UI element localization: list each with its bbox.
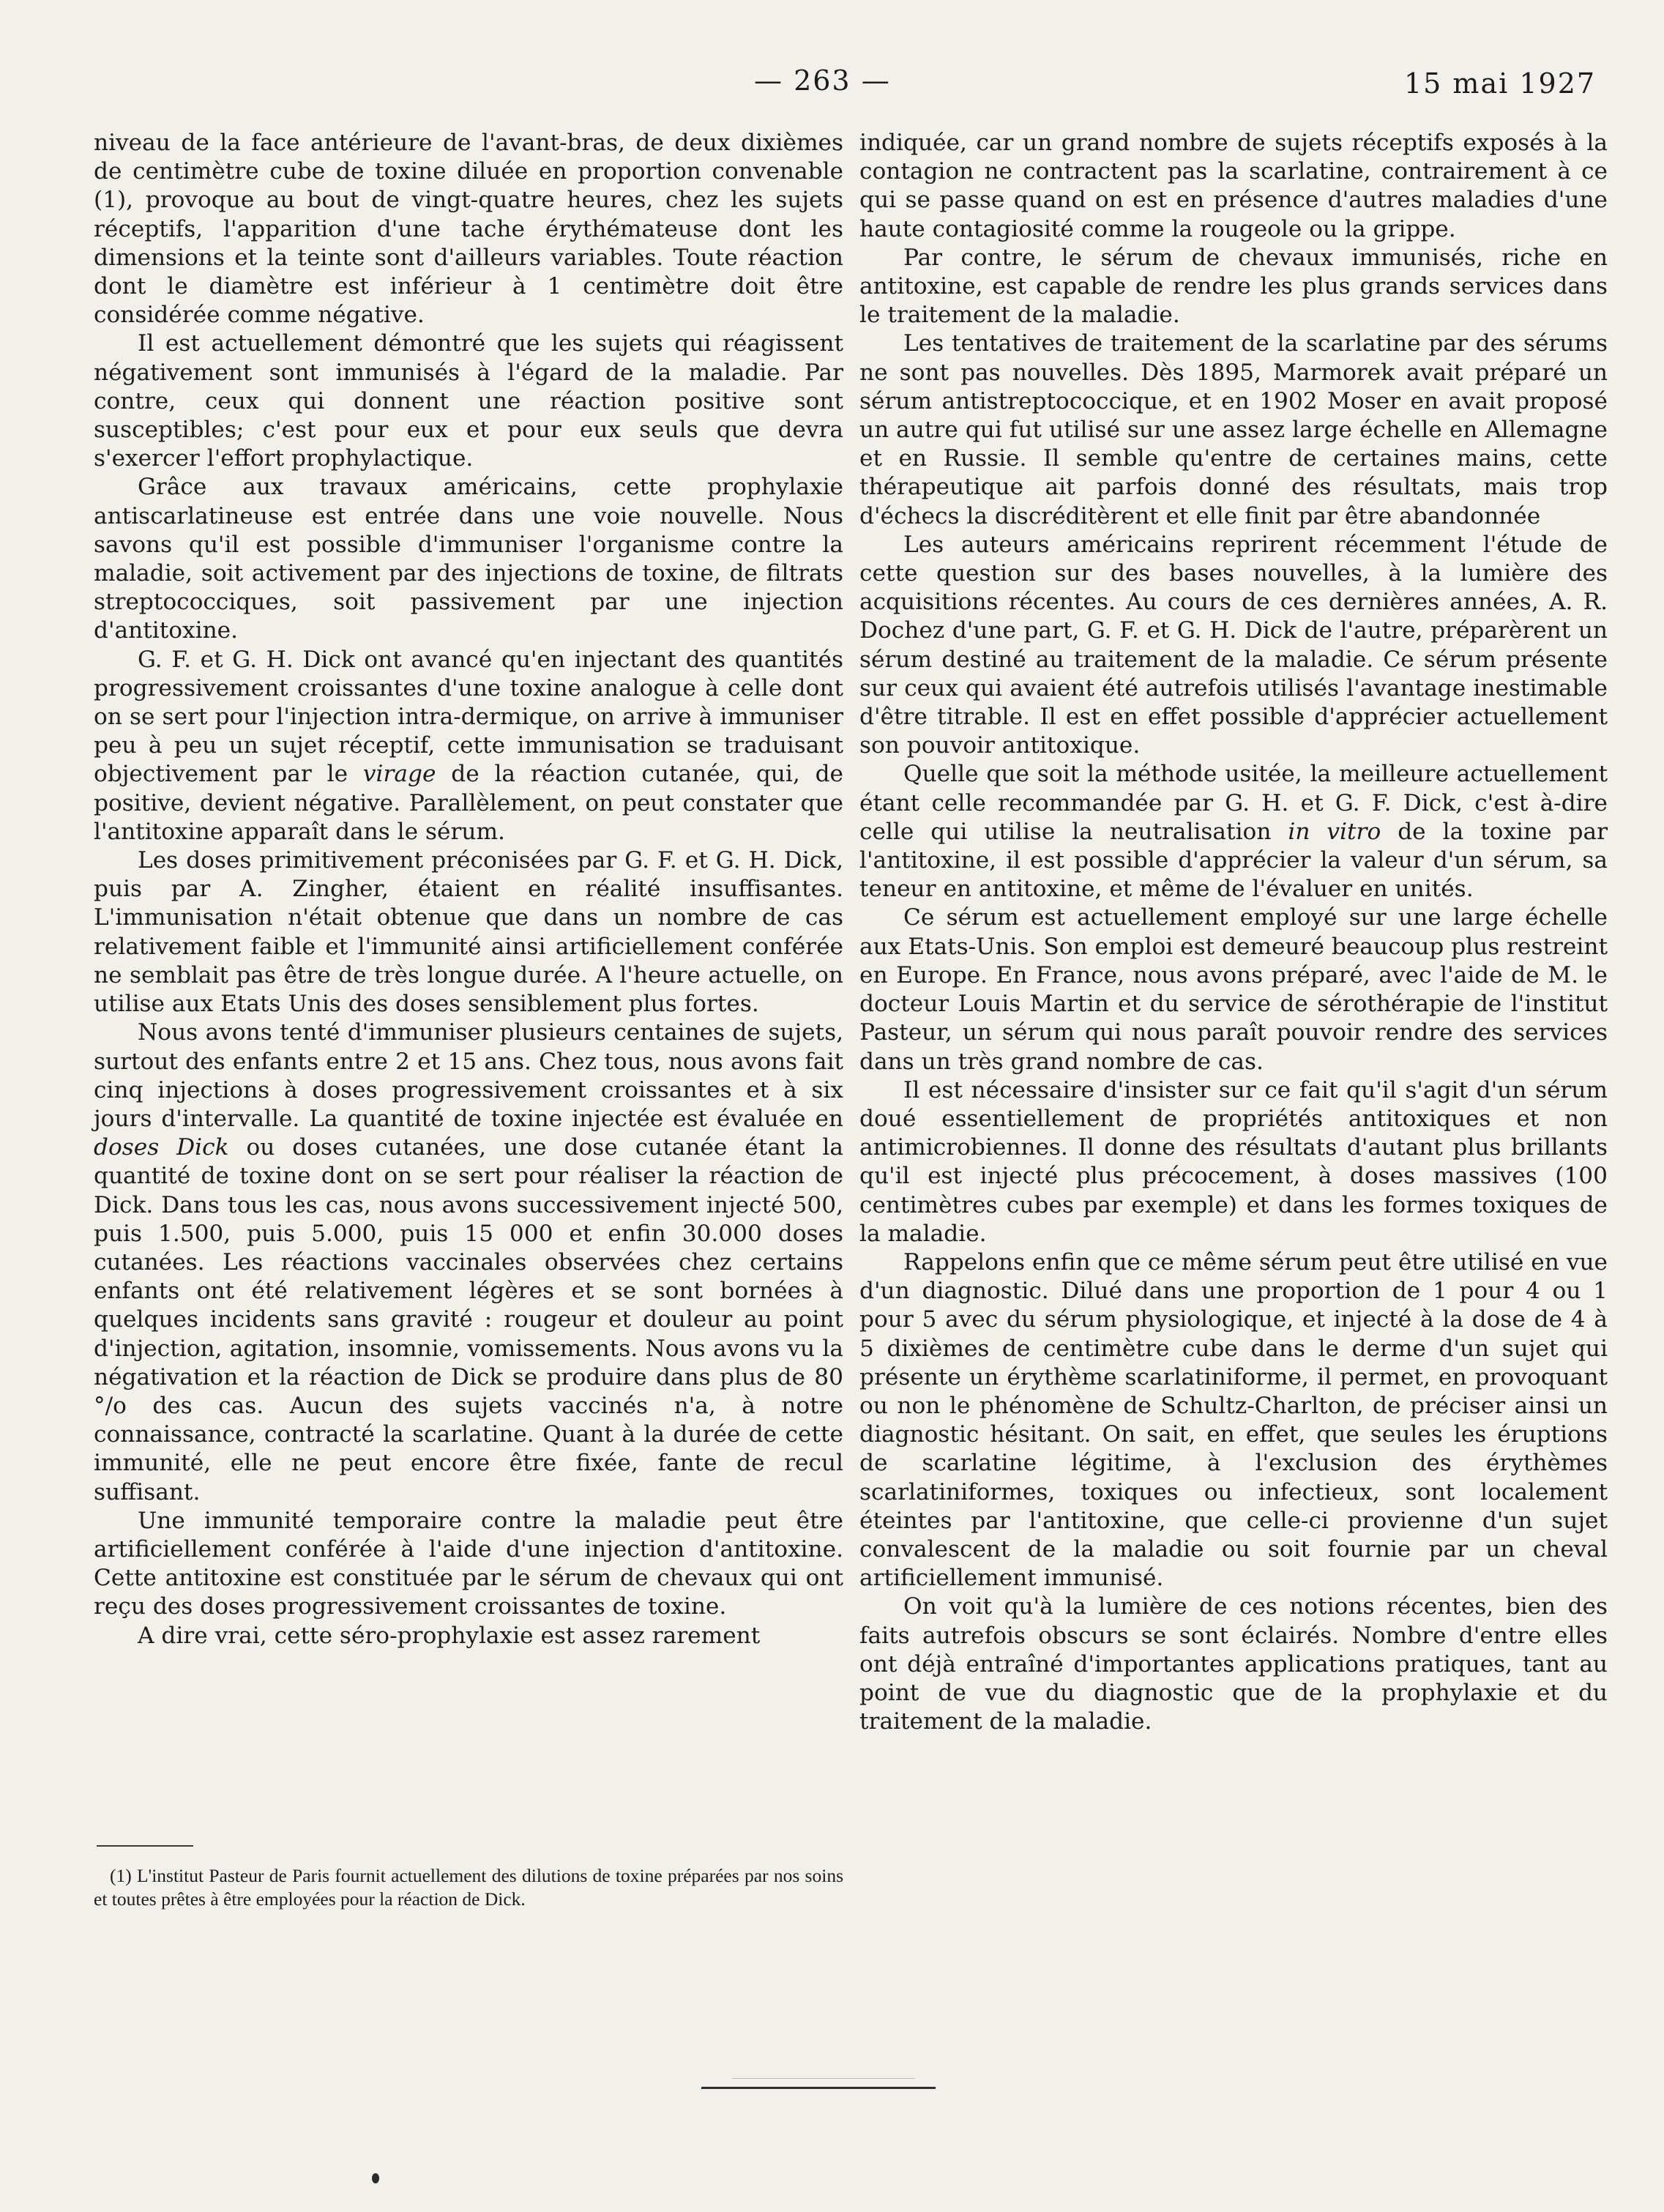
faint-rule xyxy=(732,2078,915,2079)
paragraph: Par contre, le sérum de chevaux immunisés, riche en antitoxine, est capable de rendre les plus grands services dans le traitement de la maladie. xyxy=(859,244,1608,329)
paragraph xyxy=(94,646,843,846)
paragraph: Une immunité temporaire contre la maladie peut être artificiellement conférée à l'aide d'une injection d'antitoxine. Cette antitoxine est constituée par le sérum de chevaux qui ont reçu des doses progressivement croissantes de toxine. xyxy=(94,1507,843,1620)
paragraph: Rappelons enfin que ce même sérum peut être utilisé en vue d'un diagnostic. Dilué dans une proportion de 1 pour 4 ou 1 pour 5 avec du sérum physiologique, et injecté à la dose de 4 à 5 dixièmes de centimètre cube dans le derme d'un sujet qui présente un érythème scarlatiniforme, il permet, en provoquant ou non le phénomène de Schultz-Charlton, de préciser ainsi un diagnostic hésitant. On sait, en effet, que seules les éruptions de scarlatine légitime, à l'exclusion des érythèmes scarlatiniformes, toxiques ou infectieux, sont localement éteintes par l'antitoxine, que celle-ci provienne d'un sujet convalescent de la maladie ou soit fournie par un cheval artificiellement immunisé. xyxy=(859,1248,1608,1592)
footnote-text: (1) L'institut Pasteur de Paris fournit actuellement des dilutions de toxine préparées par nos soins et toutes prêtes à être employées pour la réaction de Dick. xyxy=(94,1865,843,1910)
paragraph: Ce sérum est actuellement employé sur une large échelle aux Etats-Unis. Son emploi est demeuré beaucoup plus restreint en Europe. En France, nous avons préparé, avec l'aide de M. le docteur Louis Martin et du service de sérothérapie de l'institut Pasteur, un sérum qui nous paraît pouvoir rendre des services dans un très grand nombre de cas. xyxy=(859,904,1608,1075)
paragraph: On voit qu'à la lumière de ces notions récentes, bien des faits autrefois obscurs se sont éclairés. Nombre d'entre elles ont déjà entraîné d'importantes applications pratiques, tant au point de vue du diagnostic que de la prophylaxie et du traitement de la maladie. xyxy=(859,1593,1608,1735)
paragraph: niveau de la face antérieure de l'avant-bras, de deux dixièmes de centimètre cube de toxine diluée en proportion convenable (1), provoque au bout de vingt-quatre heures, chez les sujets réceptifs, l'apparition d'une tache érythémateuse dont les dimensions et la teinte sont d'ailleurs variables. Toute réaction dont le diamètre est inférieur à 1 centimètre doit être considérée comme négative. xyxy=(94,130,843,329)
footnote-rule xyxy=(97,1845,193,1847)
page-number: — 263 — xyxy=(754,64,891,97)
paragraph: Grâce aux travaux américains, cette prophylaxie antiscarlatineuse est entrée dans une voie nouvelle. Nous savons qu'il est possible d'immuniser l'organisme contre la maladie, soit activement par des injections de toxine, de filtrats streptococciques, soit passivement par une injection d'antitoxine. xyxy=(94,474,843,644)
page-date: 15 mai 1927 xyxy=(1404,67,1597,100)
paragraph: indiquée, car un grand nombre de sujets réceptifs exposés à la contagion ne contractent pas la scarlatine, contrairement à ce qui se passe quand on est en présence d'autres maladies d'une haute contagiosité comme la rougeole ou la grippe. xyxy=(859,130,1608,242)
italic-term: doses Dick xyxy=(94,1134,229,1161)
text-run: de la toxine par l'antitoxine, il est possible d'apprécier la valeur d'un sérum, sa teneur en antitoxine, et même de l'évaluer en unités. xyxy=(859,818,1608,903)
paragraph xyxy=(94,1019,843,1506)
text-run: Nous avons tenté d'immuniser plusieurs centaines de sujets, surtout des enfants entre 2 et 15 ans. Chez tous, nous avons fait cinq injections à doses progressivement croissantes et à six jours d'intervalle. La quantité de toxine injectée est évaluée en xyxy=(94,1019,843,1132)
paragraph: Les tentatives de traitement de la scarlatine par des sérums ne sont pas nouvelles. Dès 1895, Marmorek avait préparé un sérum antistreptococcique, et en 1902 Moser en avait proposé un autre qui fut utilisé sur une assez large échelle en Allemagne et en Russie. Il semble qu'entre de certaines mains, cette thérapeutique ait parfois donné des résultats, mais trop d'échecs la discréditèrent et elle finit par être abandonnée xyxy=(859,330,1608,529)
paragraph: Les doses primitivement préconisées par G. F. et G. H. Dick, puis par A. Zingher, étaient en réalité insuffisantes. L'immunisation n'était obtenue que dans un nombre de cas relativement faible et l'immunité ainsi artificiellement conférée ne semblait pas être de très longue durée. A l'heure actuelle, on utilise aux Etats Unis des doses sensiblement plus fortes. xyxy=(94,847,843,1018)
left-column xyxy=(94,129,843,1650)
italic-term: virage xyxy=(362,761,436,788)
ink-speck xyxy=(372,2173,379,2183)
right-column xyxy=(859,129,1608,1736)
paragraph: Les auteurs américains reprirent récemment l'étude de cette question sur des bases nouvelles, à la lumière des acquisitions récentes. Au cours de ces dernières années, A. R. Dochez d'une part, G. F. et G. H. Dick de l'autre, préparèrent un sérum destiné au traitement de la maladie. Ce sérum présente sur ceux qui avaient été autrefois utilisés l'avantage inestimable d'être titrable. Il est en effet possible d'apprécier actuellement son pouvoir antitoxique. xyxy=(859,531,1608,759)
paragraph: A dire vrai, cette séro-prophylaxie est assez rarement xyxy=(138,1622,761,1649)
text-run: ou doses cutanées, une dose cutanée étant la quantité de toxine dont on se sert pour réaliser la réaction de Dick. Dans tous les cas, nous avons successivement injecté 500, puis 1.500, puis 5.000, puis 15 000 et enfin 30.000 doses cutanées. Les réactions vaccinales observées chez certains enfants ont été relativement légères et se sont bornées à quelques incidents sans gravité : rougeur et douleur au point d'injection, agitation, insomnie, vomissements. Nous avons vu la négativation et la réaction de Dick se produire dans plus de 80 °/o des cas. Aucun des sujets vaccinés n'a, à notre connaissance, contracté la scarlatine. Quant à la durée de cette immunité, elle ne peut encore être fixée, fante de recul suffisant. xyxy=(94,1134,843,1505)
paragraph: Il est nécessaire d'insister sur ce fait qu'il s'agit d'un sérum doué essentiellement de propriétés antitoxiques et non antimicrobiennes. Il donne des résultats d'autant plus brillants qu'il est injecté plus précocement, à doses massives (100 centimètres cubes par exemple) et dans les formes toxiques de la maladie. xyxy=(859,1076,1608,1247)
footnote xyxy=(94,1864,843,1911)
italic-term: in vitro xyxy=(1288,818,1381,845)
paragraph: Il est actuellement démontré que les sujets qui réagissent négativement sont immunisés à l'égard de la maladie. Par contre, ceux qui donnent une réaction positive sont susceptibles; c'est pour eux et pour eux seuls que devra s'exercer l'effort prophylactique. xyxy=(94,330,843,472)
paragraph xyxy=(859,760,1608,904)
text-run: G. F. et G. H. Dick ont avancé qu'en injectant des quantités progressivement croissantes d'une toxine analogue à celle dont on se sert pour l'injection intra-dermique, on arrive à immuniser peu à peu un sujet réceptif, cette immunisation se traduisant objectivement par le xyxy=(94,646,843,788)
end-rule xyxy=(701,2087,936,2089)
text-run: Quelle que soit la méthode usitée, la meilleure actuellement étant celle recommandée par G. H. et G. F. Dick, c'est à-dire celle qui utilise la neutralisation xyxy=(859,761,1608,845)
text-run: de la réaction cutanée, qui, de positive, devient négative. Parallèlement, on peut constater que l'antitoxine apparaît dans le sérum. xyxy=(94,761,843,845)
